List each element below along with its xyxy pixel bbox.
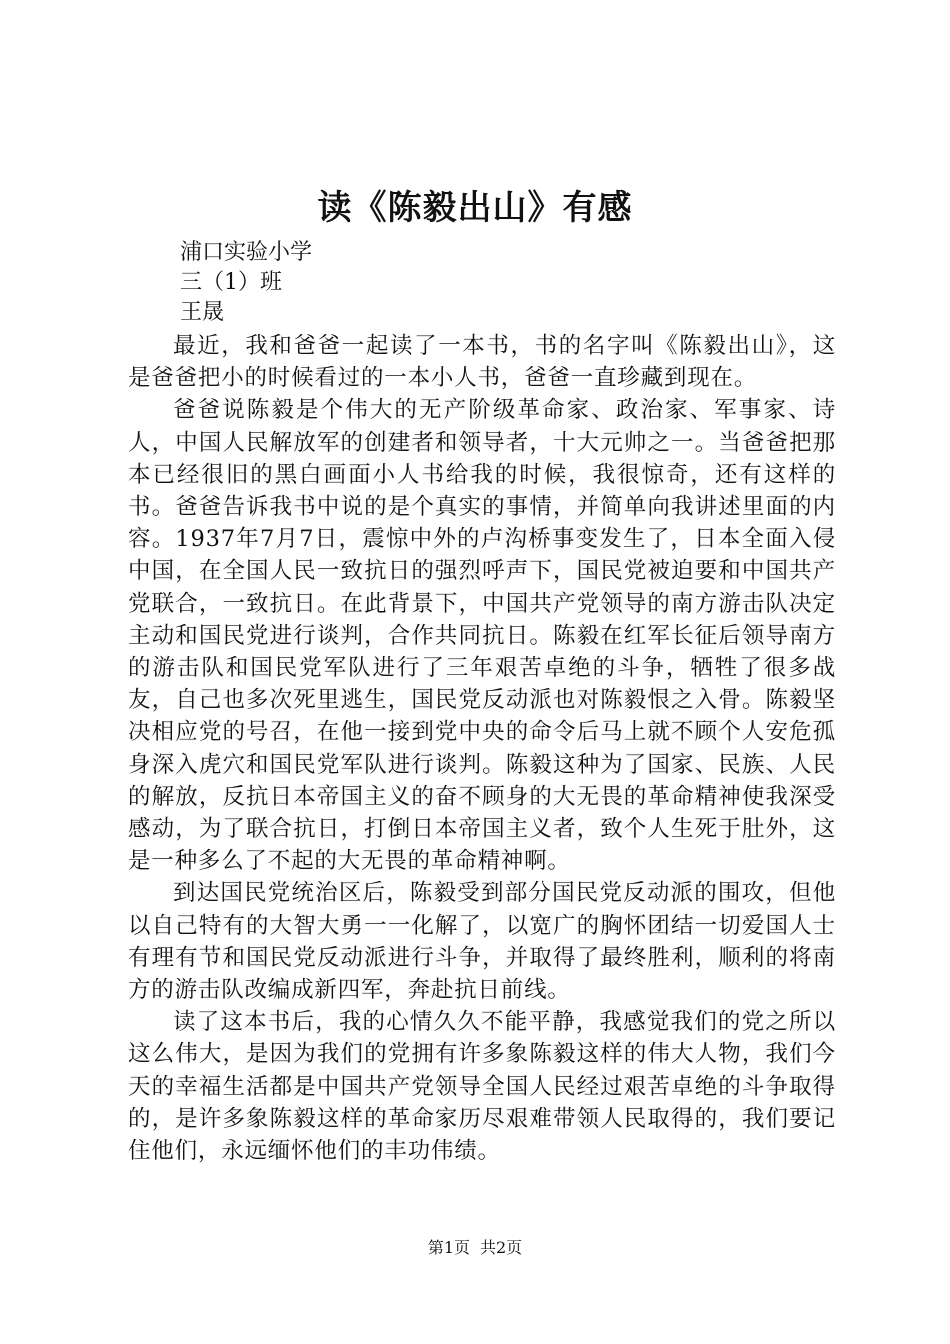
paragraph: 到达国民党统治区后，陈毅受到部分国民党反动派的围攻，但他以自己特有的大智大勇一一化解了，以宽广的胸怀团结一切爱国人士有理有节和国民党反动派进行斗争，并取得了最终胜利，顺利的将南方的游击队改编成新四军，奔赴抗日前线。 bbox=[128, 880, 836, 1004]
class-name: 三（1）班 bbox=[180, 270, 282, 295]
document-body bbox=[128, 330, 836, 1167]
document-title: 读《陈毅出山》有感 bbox=[317, 188, 633, 228]
school-name: 浦口实验小学 bbox=[180, 240, 313, 265]
page-footer bbox=[0, 1236, 950, 1260]
paragraph: 爸爸说陈毅是个伟大的无产阶级革命家、政治家、军事家、诗人，中国人民解放军的创建者和领导者，十大元帅之一。当爸爸把那本已经很旧的黑白画面小人书给我的时候，我很惊奇，还有这样的书。爸爸告诉我书中说的是个真实的事情，并简单向我讲述里面的内容。1937年7月7日，震惊中外的卢沟桥事变发生了，日本全面入侵中国，在全国人民一致抗日的强烈呼声下，国民党被迫要和中国共产党联合，一致抗日。在此背景下，中国共产党领导的南方游击队决定主动和国民党进行谈判，合作共同抗日。陈毅在红军长征后领导南方的游击队和国民党军队进行了三年艰苦卓绝的斗争，牺牲了很多战友，自己也多次死里逃生，国民党反动派也对陈毅恨之入骨。陈毅坚决相应党的号召，在他一接到党中央的命令后马上就不顾个人安危孤身深入虎穴和国民党军队进行谈判。陈毅这种为了国家、民族、人民的解放，反抗日本帝国主义的奋不顾身的大无畏的革命精神使我深受感动，为了联合抗日，打倒日本帝国主义者，致个人生死于肚外，这是一种多么了不起的大无畏的革命精神啊。 bbox=[128, 397, 836, 875]
page-total: 共2页 bbox=[480, 1238, 523, 1257]
author-name: 王晟 bbox=[180, 300, 225, 325]
paragraph: 读了这本书后，我的心情久久不能平静，我感觉我们的党之所以这么伟大，是因为我们的党拥有许多象陈毅这样的伟大人物，我们今天的幸福生活都是中国共产党领导全国人民经过艰苦卓绝的斗争取得的，是许多象陈毅这样的革命家历尽艰难带领人民取得的，我们要记住他们，永远缅怀他们的丰功伟绩。 bbox=[128, 1009, 836, 1165]
page-number: 第1页 bbox=[427, 1238, 470, 1257]
paragraph: 最近，我和爸爸一起读了一本书，书的名字叫《陈毅出山》，这是爸爸把小的时候看过的一本小人书，爸爸一直珍藏到现在。 bbox=[128, 333, 836, 392]
